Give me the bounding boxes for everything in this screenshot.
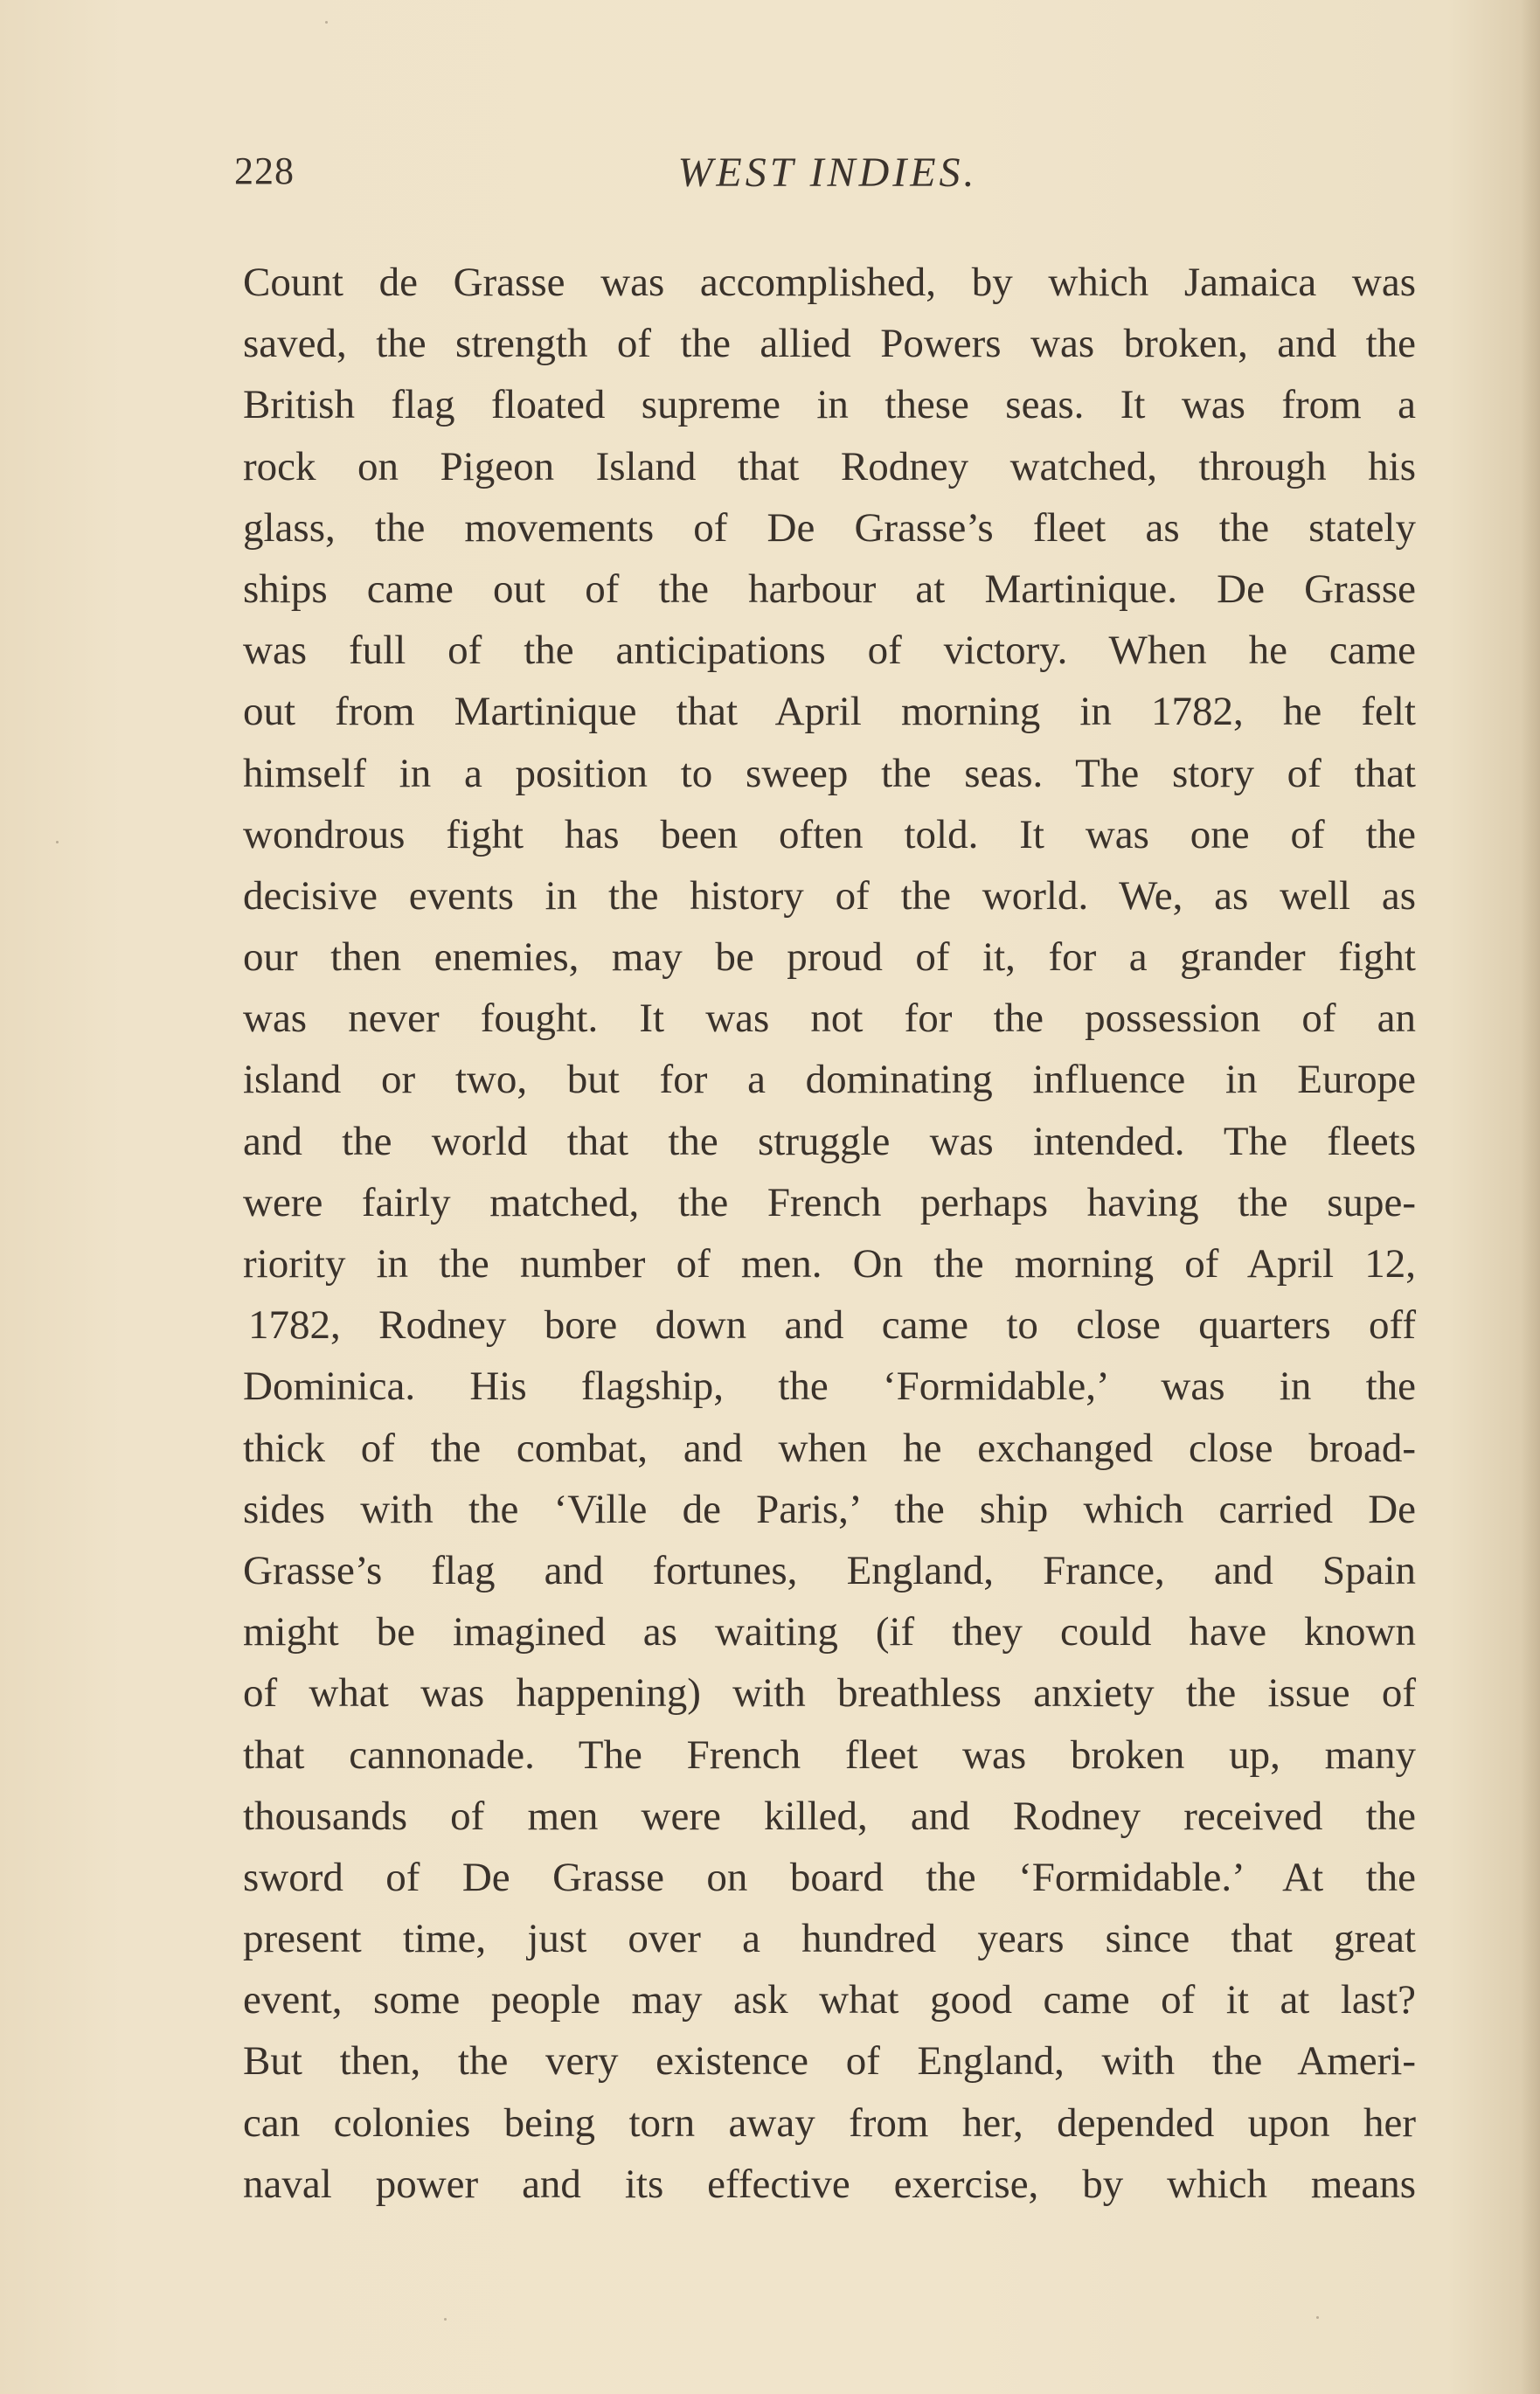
text-line: might be imagined as waiting (if they could have known	[243, 1609, 1416, 1655]
text-line: and the world that the struggle was intended. The fleets	[243, 1118, 1416, 1164]
text-line: rock on Pigeon Island that Rodney watched, through his	[243, 443, 1416, 489]
text-line: 1782, Rodney bore down and came to close quarters off	[248, 1302, 1416, 1349]
page-number: 228	[234, 149, 295, 192]
text-line: Grasse’s flag and fortunes, England, France, and Spain	[243, 1547, 1416, 1593]
text-line: our then enemies, may be proud of it, for a grander fight	[243, 934, 1416, 981]
page-edge-shadow	[1521, 0, 1540, 2394]
page-header	[234, 149, 1421, 210]
text-line: wondrous fight has been often told. It was one of the	[243, 811, 1416, 857]
body-text	[243, 252, 1416, 2215]
text-line: decisive events in the history of the world. We, as well as	[243, 872, 1416, 919]
text-line: event, some people may ask what good came of it at last?	[243, 1977, 1416, 2023]
text-line: Count de Grasse was accomplished, by which Jamaica was	[243, 260, 1416, 305]
text-line: Dominica. His flagship, the ‘Formidable,’ was in the	[243, 1364, 1416, 1410]
text-line: glass, the movements of De Grasse’s fleet as the stately	[243, 504, 1416, 551]
paper-speck	[444, 2318, 447, 2321]
text-line: But then, the very existence of England, with the Ameri-	[243, 2038, 1416, 2085]
text-line: sides with the ‘Ville de Paris,’ the ship which carried De	[243, 1486, 1416, 1532]
text-line: saved, the strength of the allied Powers was broken, and the	[243, 321, 1416, 367]
text-line: island or two, but for a dominating influence in Europe	[243, 1057, 1416, 1103]
text-line: were fairly matched, the French perhaps having the supe-	[243, 1179, 1416, 1225]
text-line: that cannonade. The French fleet was broken up, many	[243, 1731, 1416, 1778]
text-line: riority in the number of men. On the morning of April 12,	[243, 1241, 1416, 1287]
text-line: was never fought. It was not for the possession of an	[243, 996, 1416, 1042]
text-line: thousands of men were killed, and Rodney received the	[243, 1793, 1416, 1839]
running-title: WEST INDIES.	[677, 149, 978, 196]
text-line: of what was happening) with breathless anxiety the issue of	[243, 1670, 1416, 1717]
text-line: out from Martinique that April morning in 1782, he felt	[243, 689, 1416, 735]
text-line: sword of De Grasse on board the ‘Formidable.’ At the	[243, 1854, 1416, 1900]
text-line: British flag floated supreme in these seas. It was from a	[243, 382, 1416, 428]
text-line: was full of the anticipations of victory. When he came	[243, 628, 1416, 674]
text-line: himself in a position to sweep the seas. The story of that	[243, 750, 1416, 796]
text-line: ships came out of the harbour at Martinique. De Grasse	[243, 566, 1416, 612]
text-line: can colonies being torn away from her, depended upon her	[243, 2099, 1416, 2146]
paper-speck	[56, 841, 59, 843]
text-line: present time, just over a hundred years since that great	[243, 1916, 1416, 1962]
text-line: naval power and its effective exercise, by which means	[243, 2161, 1416, 2207]
text-line: thick of the combat, and when he exchanged close broad-	[243, 1425, 1416, 1471]
paper-speck	[325, 21, 328, 24]
paper-speck	[1316, 2316, 1319, 2319]
